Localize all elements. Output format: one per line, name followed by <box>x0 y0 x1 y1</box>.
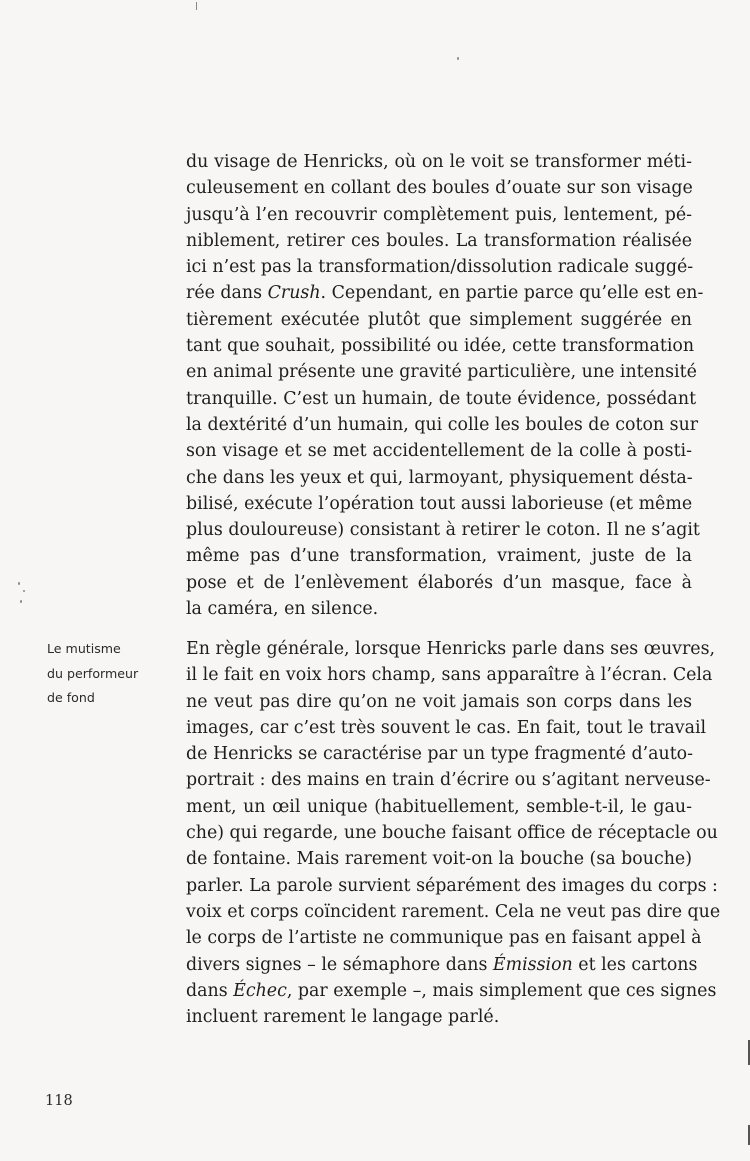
text-line: culeusement en collant des boules d’ouate sur son visage <box>186 178 693 199</box>
text-line: ici n’est pas la transformation/dissolution radicale suggé- <box>186 257 694 278</box>
text-line: tant que souhait, possibilité ou idée, cette transformation <box>186 336 695 357</box>
text-line: che dans les yeux et qui, larmoyant, physiquement désta- <box>186 467 693 488</box>
text-line: de fontaine. Mais rarement voit-on la bouche (sa bouche) <box>186 849 692 870</box>
text-line: ment, un œil unique (habituellement, semble-t-il, le gau- <box>186 796 692 817</box>
scan-speck <box>23 590 25 592</box>
text-line: pose et de l’enlèvement élaborés d’un masque, face à <box>186 572 692 593</box>
text-line: son visage et se met accidentellement de la colle à posti- <box>186 441 692 462</box>
italic-title: Échec <box>233 980 287 1001</box>
text-line: jusqu’à l’en recouvrir complètement puis, lentement, pé- <box>186 204 692 225</box>
text-line: même pas d’une transformation, vraiment, juste de la <box>186 546 692 567</box>
text-line: il le fait en voix hors champ, sans apparaître à l’écran. Cela <box>186 665 713 686</box>
text-line <box>186 280 704 306</box>
text-line: che) qui regarde, une bouche faisant office de réceptacle ou <box>186 823 718 844</box>
text-fragment: , par exemple –, mais simplement que ces signes <box>286 980 717 1001</box>
scan-speck <box>196 2 197 10</box>
text-fragment: dans <box>186 980 234 1001</box>
text-fragment: . Cependant, en partie parce qu’elle est en- <box>320 283 704 304</box>
italic-title: Crush <box>267 283 321 304</box>
text-line: en animal présente une gravité particulière, une intensité <box>186 362 697 383</box>
body-paragraph-1 <box>186 149 704 622</box>
text-line <box>186 978 717 1004</box>
margin-note-line: de fond <box>47 690 95 705</box>
body-paragraph-2 <box>186 636 721 1030</box>
text-fragment: rée dans <box>186 283 268 304</box>
scan-speck <box>457 57 459 60</box>
italic-title: Émission <box>492 954 573 975</box>
text-line: la dextérité d’un humain, qui colle les boules de coton sur <box>186 414 699 435</box>
scan-speck <box>18 582 20 585</box>
text-line: ne veut pas dire qu’on ne voit jamais son corps dans les <box>186 691 692 712</box>
text-line: bilisé, exécute l’opération tout aussi laborieuse (et même <box>186 493 693 514</box>
text-fragment: divers signes – le sémaphore dans <box>186 954 493 975</box>
text-line: tranquille. C’est un humain, de toute évidence, possédant <box>186 388 697 409</box>
text-line: images, car c’est très souvent le cas. En fait, tout le travail <box>186 717 707 738</box>
page-number: 118 <box>45 1093 73 1109</box>
scan-speck <box>20 600 22 603</box>
text-line: niblement, retirer ces boules. La transformation réalisée <box>186 230 692 251</box>
text-line: la caméra, en silence. <box>186 599 379 620</box>
text-line: parler. La parole survient séparément des images du corps : <box>186 875 718 896</box>
text-line: le corps de l’artiste ne communique pas en faisant appel à <box>186 928 702 949</box>
text-line <box>186 952 698 978</box>
margin-note <box>47 637 167 711</box>
text-line: de Henricks se caractérise par un type fragmenté d’auto- <box>186 744 694 765</box>
margin-note-line: du performeur <box>47 665 139 681</box>
text-line: portrait : des mains en train d’écrire ou s’agitant nerveuse- <box>186 770 711 791</box>
text-line: plus douloureuse) consistant à retirer le coton. Il ne s’agit <box>186 520 700 541</box>
margin-note-line: Le mutisme <box>47 641 121 656</box>
text-line: tièrement exécutée plutôt que simplement suggérée en <box>186 309 692 330</box>
text-line: du visage de Henricks, où on le voit se transformer méti- <box>186 152 692 172</box>
text-line: En règle générale, lorsque Henricks parle dans ses œuvres, <box>186 639 716 659</box>
text-fragment: et les cartons <box>572 954 698 975</box>
text-line: incluent rarement le langage parlé. <box>186 1007 500 1028</box>
text-line: voix et corps coïncident rarement. Cela ne veut pas dire que <box>186 901 721 922</box>
